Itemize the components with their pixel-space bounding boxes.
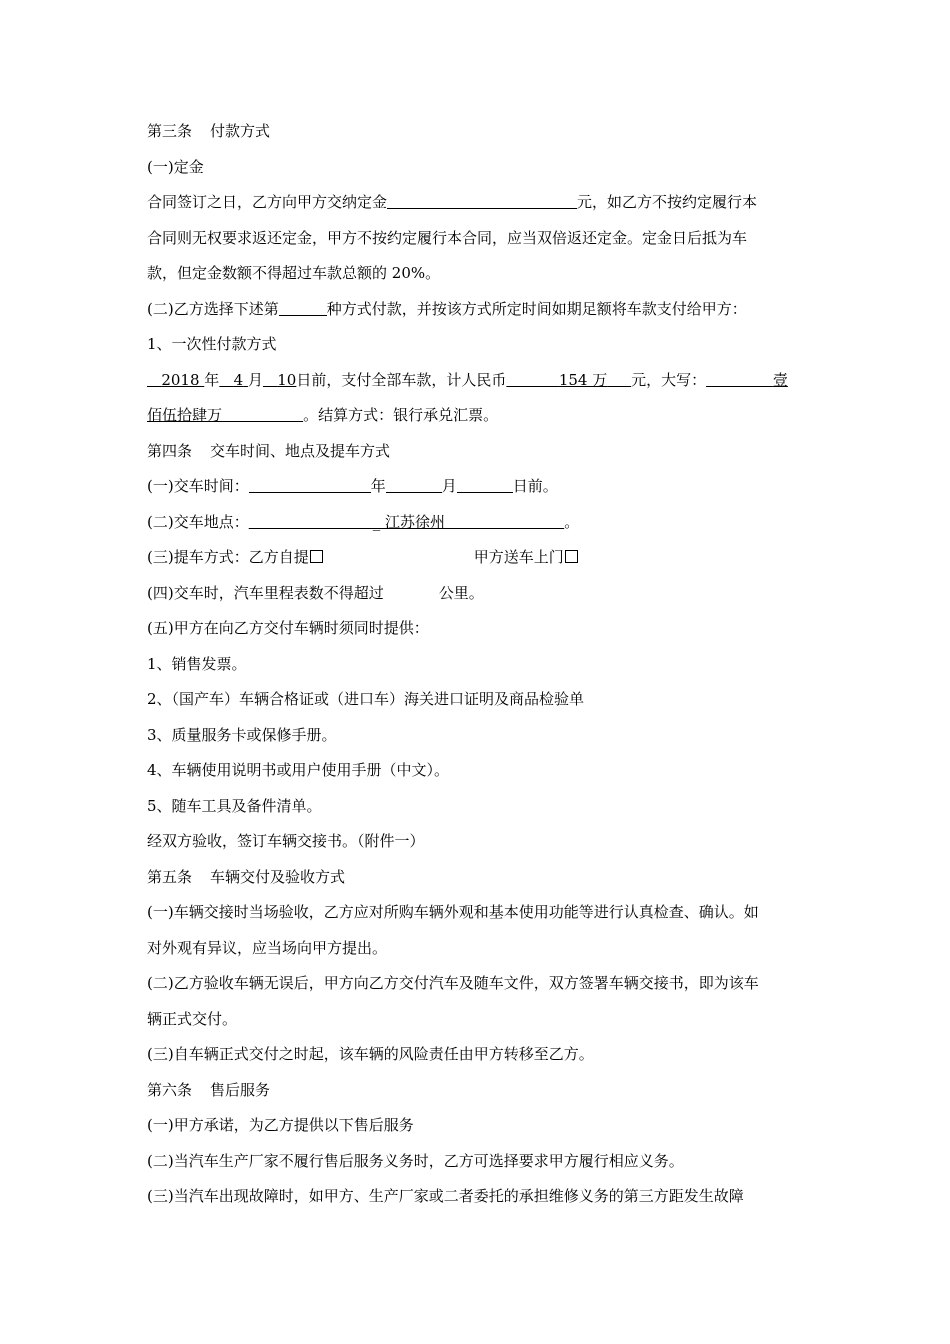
article-4-heading: 第四条 交车时间、地点及提车方式: [147, 441, 391, 460]
pickup-method-line: (三)提车方式：乙方自提 甲方送车上门: [147, 540, 810, 576]
payment-upper-line: 佰伍拾肆万 。结算方式：银行承兑汇票。: [147, 406, 499, 424]
payment-amount: 154 万: [558, 370, 608, 389]
delivery-place-line: (二)交车地点： _ 江苏徐州 。: [147, 512, 580, 531]
payment-year: 2018: [161, 370, 200, 389]
mileage-line: (四)交车时，汽车里程表数不得超过 公里。: [147, 583, 484, 602]
delivery-time-line: (一)交车时间： 年 月 日前。: [147, 477, 558, 495]
service-line-3: (三)当汽车出现故障时，如甲方、生产厂家或二者委托的承担维修义务的第三方距发生故障: [147, 1187, 744, 1205]
document-item: 2、（国产车）车辆合格证或（进口车）海关进口证明及商品检验单: [147, 690, 585, 708]
document-item: 5、随车工具及备件清单。: [147, 796, 322, 815]
deposit-heading: (一)定金: [147, 157, 204, 176]
service-line-2: (二)当汽车生产厂家不履行售后服务义务时，乙方可选择要求甲方履行相应义务。: [147, 1151, 684, 1170]
delivery-month-blank: [386, 475, 442, 493]
delivery-day-blank: [457, 475, 513, 493]
document-item: 3、质量服务卡或保修手册。: [147, 725, 337, 744]
deposit-amount-blank: [387, 191, 577, 209]
contract-body: [147, 114, 810, 1215]
payment-amount-upper: 壹: [772, 370, 788, 389]
self-pickup-checkbox[interactable]: [310, 550, 323, 563]
deposit-line-3: 款，但定金数额不得超过车款总额的 20%。: [147, 264, 441, 282]
payment-date-line: 2018 年 4 月 10日前，支付全部车款，计人民币 154 万 元，大写： 壹: [147, 363, 810, 399]
delivery-place: _ 江苏徐州: [248, 512, 445, 531]
document-item: 1、销售发票。: [147, 654, 247, 673]
payment-amount-upper-cont: 佰伍拾肆万: [147, 406, 223, 424]
documents-heading: (五)甲方在向乙方交付车辆时须同时提供：: [147, 619, 429, 637]
payment-option-line: (二)乙方选择下述第 种方式付款，并按该方式所定时间如期足额将车款支付给甲方：: [147, 299, 747, 318]
inspection-line-2: 对外观有异议，应当场向甲方提出。: [147, 938, 388, 957]
deposit-line-1: 合同签订之日，乙方向甲方交纳定金 元，如乙方不按约定履行本: [147, 193, 758, 211]
one-time-payment-heading: 1、一次性付款方式: [147, 335, 277, 353]
inspection-line-1: (一)车辆交接时当场验收，乙方应对所购车辆外观和基本使用功能等进行认真检查、确认。如: [147, 903, 759, 921]
payment-day: 10: [277, 370, 297, 389]
handover-line: 经双方验收，签订车辆交接书。（附件一）: [147, 832, 425, 850]
seller-delivery-checkbox[interactable]: [565, 550, 578, 563]
article-6-heading: 第六条 售后服务: [147, 1080, 271, 1099]
article-5-heading: 第五条 车辆交付及验收方式: [147, 867, 346, 886]
deposit-line-2: 合同则无权要求返还定金，甲方不按约定履行本合同，应当双倍返还定金。定金日后抵为车: [147, 228, 748, 247]
delivery-year-blank: [249, 475, 371, 493]
service-line-1: (一)甲方承诺，为乙方提供以下售后服务: [147, 1116, 414, 1134]
handover-docs-line-2: 辆正式交付。: [147, 1009, 238, 1028]
document-item: 4、车辆使用说明书或用户使用手册（中文）。: [147, 761, 450, 779]
payment-option-blank: [279, 298, 327, 316]
article-3-heading: 第三条 付款方式: [147, 122, 271, 140]
handover-docs-line-1: (二)乙方验收车辆无误后，甲方向乙方交付汽车及随车文件，双方签署车辆交接书，即为该车: [147, 974, 759, 992]
payment-month: 4: [233, 370, 244, 389]
risk-transfer-line: (三)自车辆正式交付之时起，该车辆的风险责任由甲方转移至乙方。: [147, 1045, 594, 1063]
